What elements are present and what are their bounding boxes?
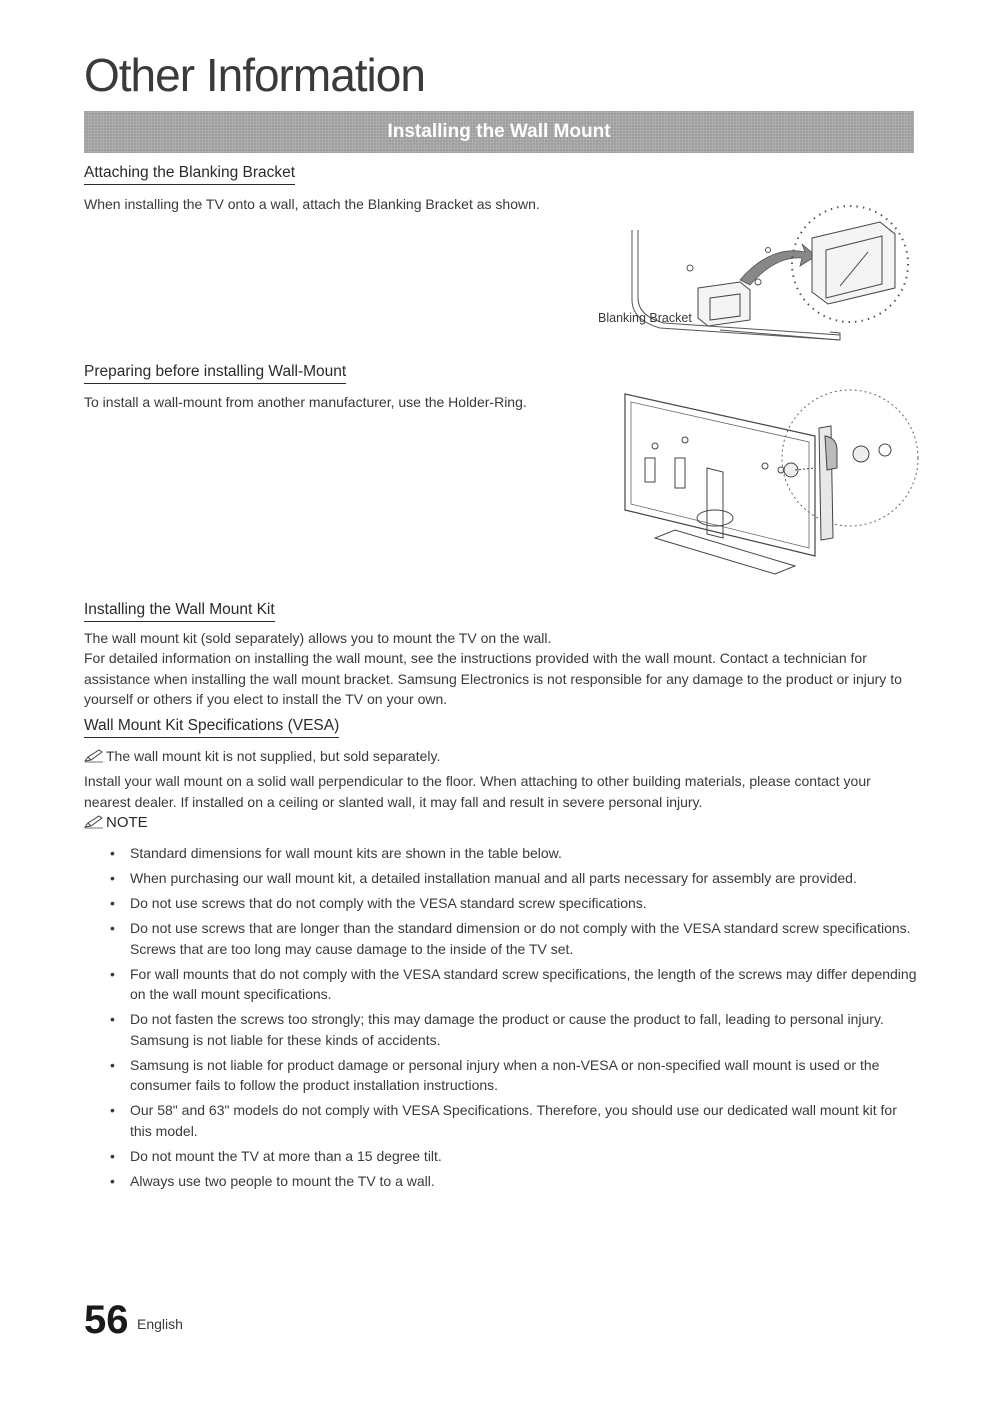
blanking-bracket-label: Blanking Bracket [598, 311, 692, 325]
list-item: • Do not use screws that do not comply with the VESA standard screw specifications. [110, 893, 920, 914]
page-language: English [137, 1316, 183, 1332]
blanking-heading: Attaching the Blanking Bracket [84, 164, 295, 185]
note-label: NOTE [106, 814, 148, 831]
list-item: • Do not use screws that are longer than the standard dimension or do not comply with the VESA standard screw specifications. Screws that are too long may cause damage to the inside of the TV set. [110, 918, 920, 959]
kit-heading: Installing the Wall Mount Kit [84, 601, 275, 622]
holder-ring-figure [615, 388, 920, 583]
note-pencil-icon [84, 815, 106, 833]
preparing-text: To install a wall-mount from another manufacturer, use the Holder-Ring. [84, 394, 527, 410]
kit-line-1: The wall mount kit (sold separately) allows you to mount the TV on the wall. [84, 630, 552, 646]
list-item: • For wall mounts that do not comply with the VESA standard screw specifications, the length of the screws may differ depending on the wall mount specifications. [110, 964, 920, 1005]
list-item: • Do not fasten the screws too strongly; this may damage the product or cause the product to fall, leading to personal injury. Samsung is not liable for these kinds of accidents. [110, 1009, 920, 1050]
vesa-heading: Wall Mount Kit Specifications (VESA) [84, 717, 339, 738]
list-item: • Always use two people to mount the TV to a wall. [110, 1171, 920, 1192]
page-number: 56 [84, 1298, 129, 1342]
vesa-note-text: The wall mount kit is not supplied, but sold separately. [106, 748, 441, 764]
vesa-note [84, 746, 914, 769]
list-item: • Do not mount the TV at more than a 15 degree tilt. [110, 1146, 920, 1167]
section-banner [84, 111, 914, 153]
note-pencil-icon [84, 748, 106, 769]
blanking-text: When installing the TV onto a wall, attach the Blanking Bracket as shown. [84, 196, 540, 212]
list-item: • When purchasing our wall mount kit, a detailed installation manual and all parts necessary for assembly are provided. [110, 868, 920, 889]
note-bullet-list [110, 843, 920, 1196]
banner-title: Installing the Wall Mount [387, 121, 611, 142]
preparing-heading: Preparing before installing Wall-Mount [84, 363, 346, 384]
blanking-bracket-figure [590, 190, 920, 350]
vesa-paragraph: Install your wall mount on a solid wall perpendicular to the floor. When attaching to other building materials, please contact your nearest dealer. If installed on a ceiling or slanted wall, it may fall and result in severe personal injury. [84, 773, 871, 810]
list-item: • Standard dimensions for wall mount kits are shown in the table below. [110, 843, 920, 864]
list-item: • Samsung is not liable for product damage or personal injury when a non-VESA or non-specified wall mount is used or the consumer fails to follow the product installation instructions. [110, 1055, 920, 1096]
kit-line-2: For detailed information on installing the wall mount, see the instructions provided with the wall mount. Contact a technician for assistance when installing the wall mount bracket. Samsung Electronics is not responsible for any damage to the product or injury to yourself or others if you elect to install the TV on your own. [84, 650, 902, 707]
note-heading [84, 814, 148, 833]
list-item: • Our 58" and 63" models do not comply with VESA Specifications. Therefore, you should use our dedicated wall mount kit for this model. [110, 1100, 920, 1141]
page-title: Other Information [84, 49, 425, 101]
